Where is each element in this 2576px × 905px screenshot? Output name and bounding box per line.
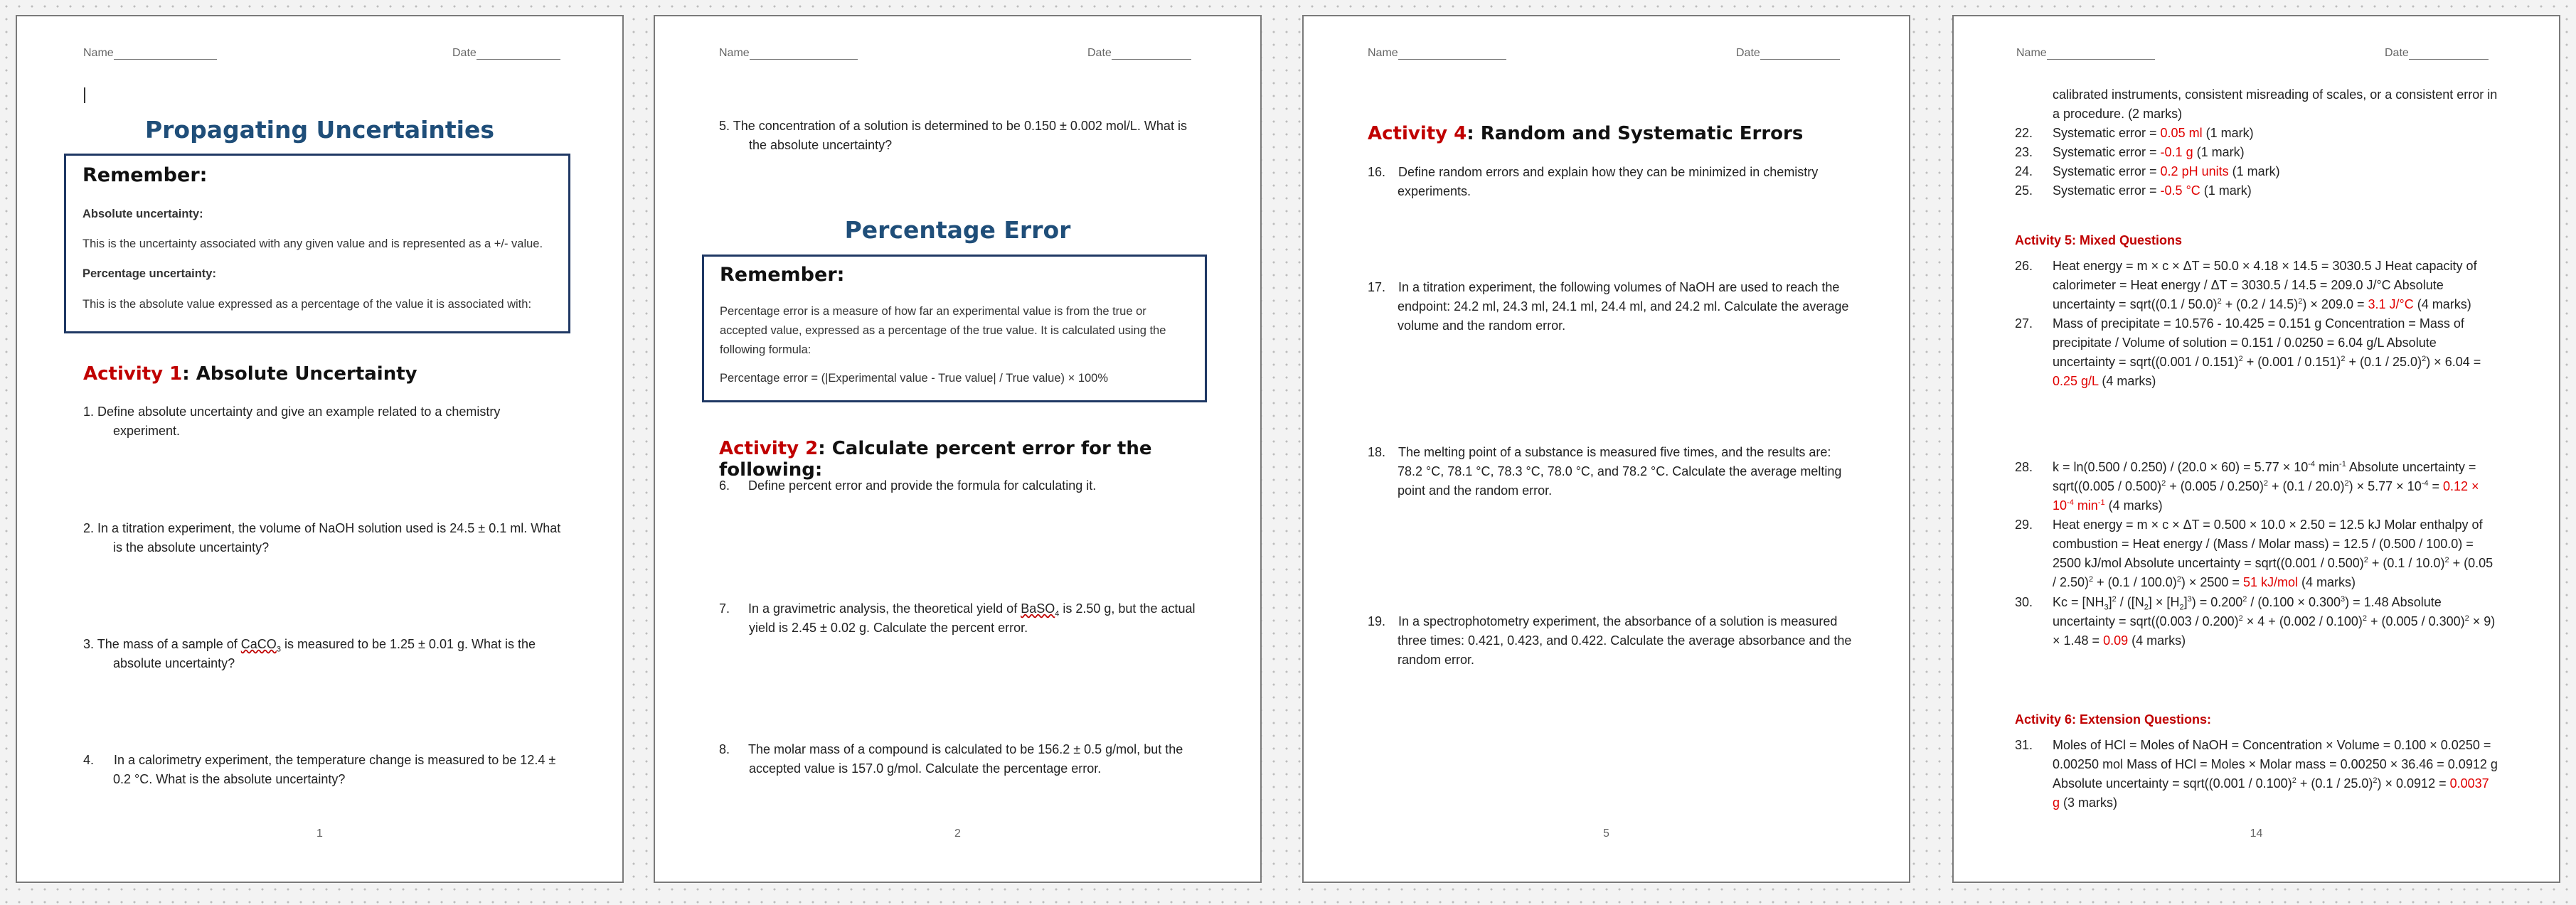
- chem-caco3: CaCO$_3$: [240, 637, 281, 654]
- remember-line-1: Percentage error is a measure of how far an experimental value is from the true or: [720, 305, 1146, 318]
- page-number: 2: [954, 828, 961, 840]
- activity-6-heading: Activity 6: Extension Questions:: [2015, 712, 2212, 727]
- question-18: 18. The melting point of a substance is measured five times, and the results are: 78.2 °C, 78.1 °C, 78.3 °C, 78.0 °C, and 78.2 °C. Calculate the average melting point and the random error.: [1368, 445, 1842, 498]
- name-field[interactable]: Name: [1368, 47, 1506, 60]
- remember-line-2: accepted value, expressed as a percentage of the true value. It is calculated using the: [720, 324, 1166, 337]
- remember-box: [702, 255, 1207, 402]
- text-cursor: [84, 87, 85, 103]
- answer-28: 28. $k = \ln(0.500 / 0.250) / (20.0 \times 60) = 5.77 \times 10^{-4}$ $\min^{-1}$ Absolute uncertainty = sqrt((0.005 / $0.500)^2 + (0.005 / 0.250)^2 + (0.1 / 20.0)^2) \times 5.77 \times 10^{-4} = 0.12$ × $10^{-4}$ $\min^{-1} (4$ marks): [2015, 460, 2479, 513]
- date-field[interactable]: Date: [1736, 47, 1840, 60]
- page-5: [1302, 15, 1910, 883]
- answer-27: 27. Mass of precipitate = 10.576 - 10.425 = 0.151 g Concentration = Mass of precipitate / Volume of solution = 0.151 / 0.0250 = 6.04 g/L Absolute uncertainty = sqrt((0.001 / 0.151)$^2$ + (0.001 / 0.151)$^2$ + (0.1 / 25.0)$^2$) × 6.04 = 0.25 g/L (4 marks): [2015, 316, 2481, 388]
- pct-heading: Percentage uncertainty:: [83, 267, 216, 280]
- name-field[interactable]: Name: [2016, 47, 2155, 60]
- page-1: [16, 15, 624, 883]
- question-8: 8. The molar mass of a compound is calculated to be 156.2 ± 0.5 g/mol, but the accepted value is 157.0 g/mol. Calculate the percentage error.: [719, 742, 1183, 776]
- pct-text: This is the absolute value expressed as a percentage of the value it is associated with:: [83, 298, 532, 311]
- question-1: 1. Define absolute uncertainty and give an example related to a chemistry experiment.: [83, 405, 501, 438]
- page-title: Propagating Uncertainties: [144, 116, 495, 144]
- activity-1-heading: Activity 1: Absolute Uncertainty: [83, 363, 417, 385]
- question-6: 6. Define percent error and provide the formula for calculating it.: [719, 478, 1097, 493]
- date-field[interactable]: Date: [1087, 47, 1191, 60]
- activity-2-heading: Activity 2: Calculate percent error for the following:: [719, 438, 1152, 481]
- question-19: 19. In a spectrophotometry experiment, the absorbance of a solution is measured three times: 0.421, 0.423, and 0.422. Calculate the average absorbance and the random error.: [1368, 614, 1852, 667]
- name-field[interactable]: Name: [83, 47, 217, 60]
- remember-title: Remember:: [720, 264, 845, 286]
- abs-text: This is the uncertainty associated with any given value and is represented as a +/- value.: [83, 237, 543, 250]
- remember-box: [64, 154, 570, 333]
- systematic-error-answers: [2015, 124, 2280, 200]
- question-5: 5. The concentration of a solution is determined to be 0.150 ± 0.002 mol/L. What is the absolute uncertainty?: [719, 119, 1187, 152]
- page-number: 5: [1603, 828, 1609, 840]
- activity-5-heading: Activity 5: Mixed Questions: [2015, 233, 2183, 247]
- abs-heading: Absolute uncertainty:: [83, 208, 203, 220]
- answer-25: 25. Systematic error = -0.5 °C (1 mark): [2015, 183, 2252, 198]
- remember-title: Remember:: [83, 164, 208, 186]
- page-2: [654, 15, 1262, 883]
- question-17: 17. In a titration experiment, the following volumes of NaOH are used to reach the endpoint: 24.2 ml, 24.3 ml, 24.1 ml, 24.4 ml, and 24.2 ml. Calculate the average volume and the random error.: [1368, 280, 1849, 333]
- question-3: 3. The mass of a sample of CaCO$_3$ is measured to be 1.25 ± 0.01 g. What is the absolute uncertainty?: [83, 637, 536, 670]
- date-field[interactable]: Date: [452, 47, 560, 60]
- remember-line-3: following formula:: [720, 343, 811, 356]
- page-14: [1952, 15, 2560, 883]
- answer-31: 31. Moles of HCl = Moles of NaOH = Concentration × Volume = 0.100 × 0.0250 = 0.00250 mol Mass of HCl = Moles × Molar mass = 0.00250 × 36.46 = 0.0912 g Absolute uncertainty = sqrt((0.001 / 0.100)$^2$ + (0.1 / 25.0)$^2$) × 0.0912 = 0.0037 g (3 marks): [2015, 738, 2498, 810]
- answer-30: 30. $Kc = [NH_3]^2 / ([N_2] \times [H_2]^3) = 0.200^2 / (0.100 \times 0.300^3) = 1.48$ Absolute uncertainty = sqrt((0.003 / 0.200)$^2$ × 4 + (0.002 / 0.100)$^2$ + (0.005 / 0.300)$^2$ × 9) × 1.48 = 0.09 (4 marks): [2015, 595, 2496, 648]
- percentage-error-title: Percentage Error: [844, 216, 1071, 244]
- chem-baso4: BaSO$_4$: [1021, 601, 1060, 618]
- answer-21-continued: calibrated instruments, consistent misreading of scales, or a consistent error in a procedure. (2 marks): [2053, 87, 2498, 121]
- question-16: 16. Define random errors and explain how they can be minimized in chemistry experiments.: [1368, 165, 1819, 198]
- answer-29: 29. Heat energy = m × c × ΔT = 0.500 × 10.0 × 2.50 = 12.5 kJ Molar enthalpy of combustion = Heat energy / (Mass / Molar mass) = 12.5 / (0.500 / 100.0) = 2500 kJ/mol Absolute uncertainty = sqrt((0.001 / 0.500)$^2$ + (0.1 / 10.0)$^2$ + (0.05 / 2.50)$^2$ + (0.1 / 100.0)$^2$) × 2500 = 51 kJ/mol (4 marks): [2015, 518, 2493, 589]
- page-number: 1: [316, 828, 323, 840]
- answer-22: 22. Systematic error = 0.05 ml (1 mark): [2015, 126, 2254, 140]
- activity-4-heading: Activity 4: Random and Systematic Errors: [1368, 123, 1804, 144]
- name-field[interactable]: Name: [719, 47, 858, 60]
- answer-23: 23. Systematic error = -0.1 g (1 mark): [2015, 145, 2245, 159]
- question-2: 2. In a titration experiment, the volume of NaOH solution used is 24.5 ± 0.1 ml. What is the absolute uncertainty?: [83, 521, 561, 555]
- answer-24: 24. Systematic error = 0.2 pH units (1 mark): [2015, 164, 2280, 178]
- question-4: 4. In a calorimetry experiment, the temperature change is measured to be 12.4 ± 0.2 °C. What is the absolute uncertainty?: [83, 753, 556, 786]
- answer-26: 26. Heat energy = m × c × ΔT = 50.0 × 4.18 × 14.5 = 3030.5 J Heat capacity of calorimeter = Heat energy / ΔT = 3030.5 / 14.5 = 209.0 J/°C Absolute uncertainty = sqrt((0.1 / 50.0)$^2$ + (0.2 / 14.5)$^2$) × 209.0 = 3.1 J/°C (4 marks): [2015, 259, 2477, 311]
- formula: Percentage error = (|Experimental value - True value| / True value) × 100%: [720, 372, 1109, 385]
- question-7: 7. In a gravimetric analysis, the theoretical yield of BaSO$_4$ is 2.50 g, but the actual yield is 2.45 ± 0.02 g. Calculate the percent error.: [719, 601, 1196, 635]
- date-field[interactable]: Date: [2385, 47, 2489, 60]
- page-number: 14: [2250, 828, 2263, 840]
